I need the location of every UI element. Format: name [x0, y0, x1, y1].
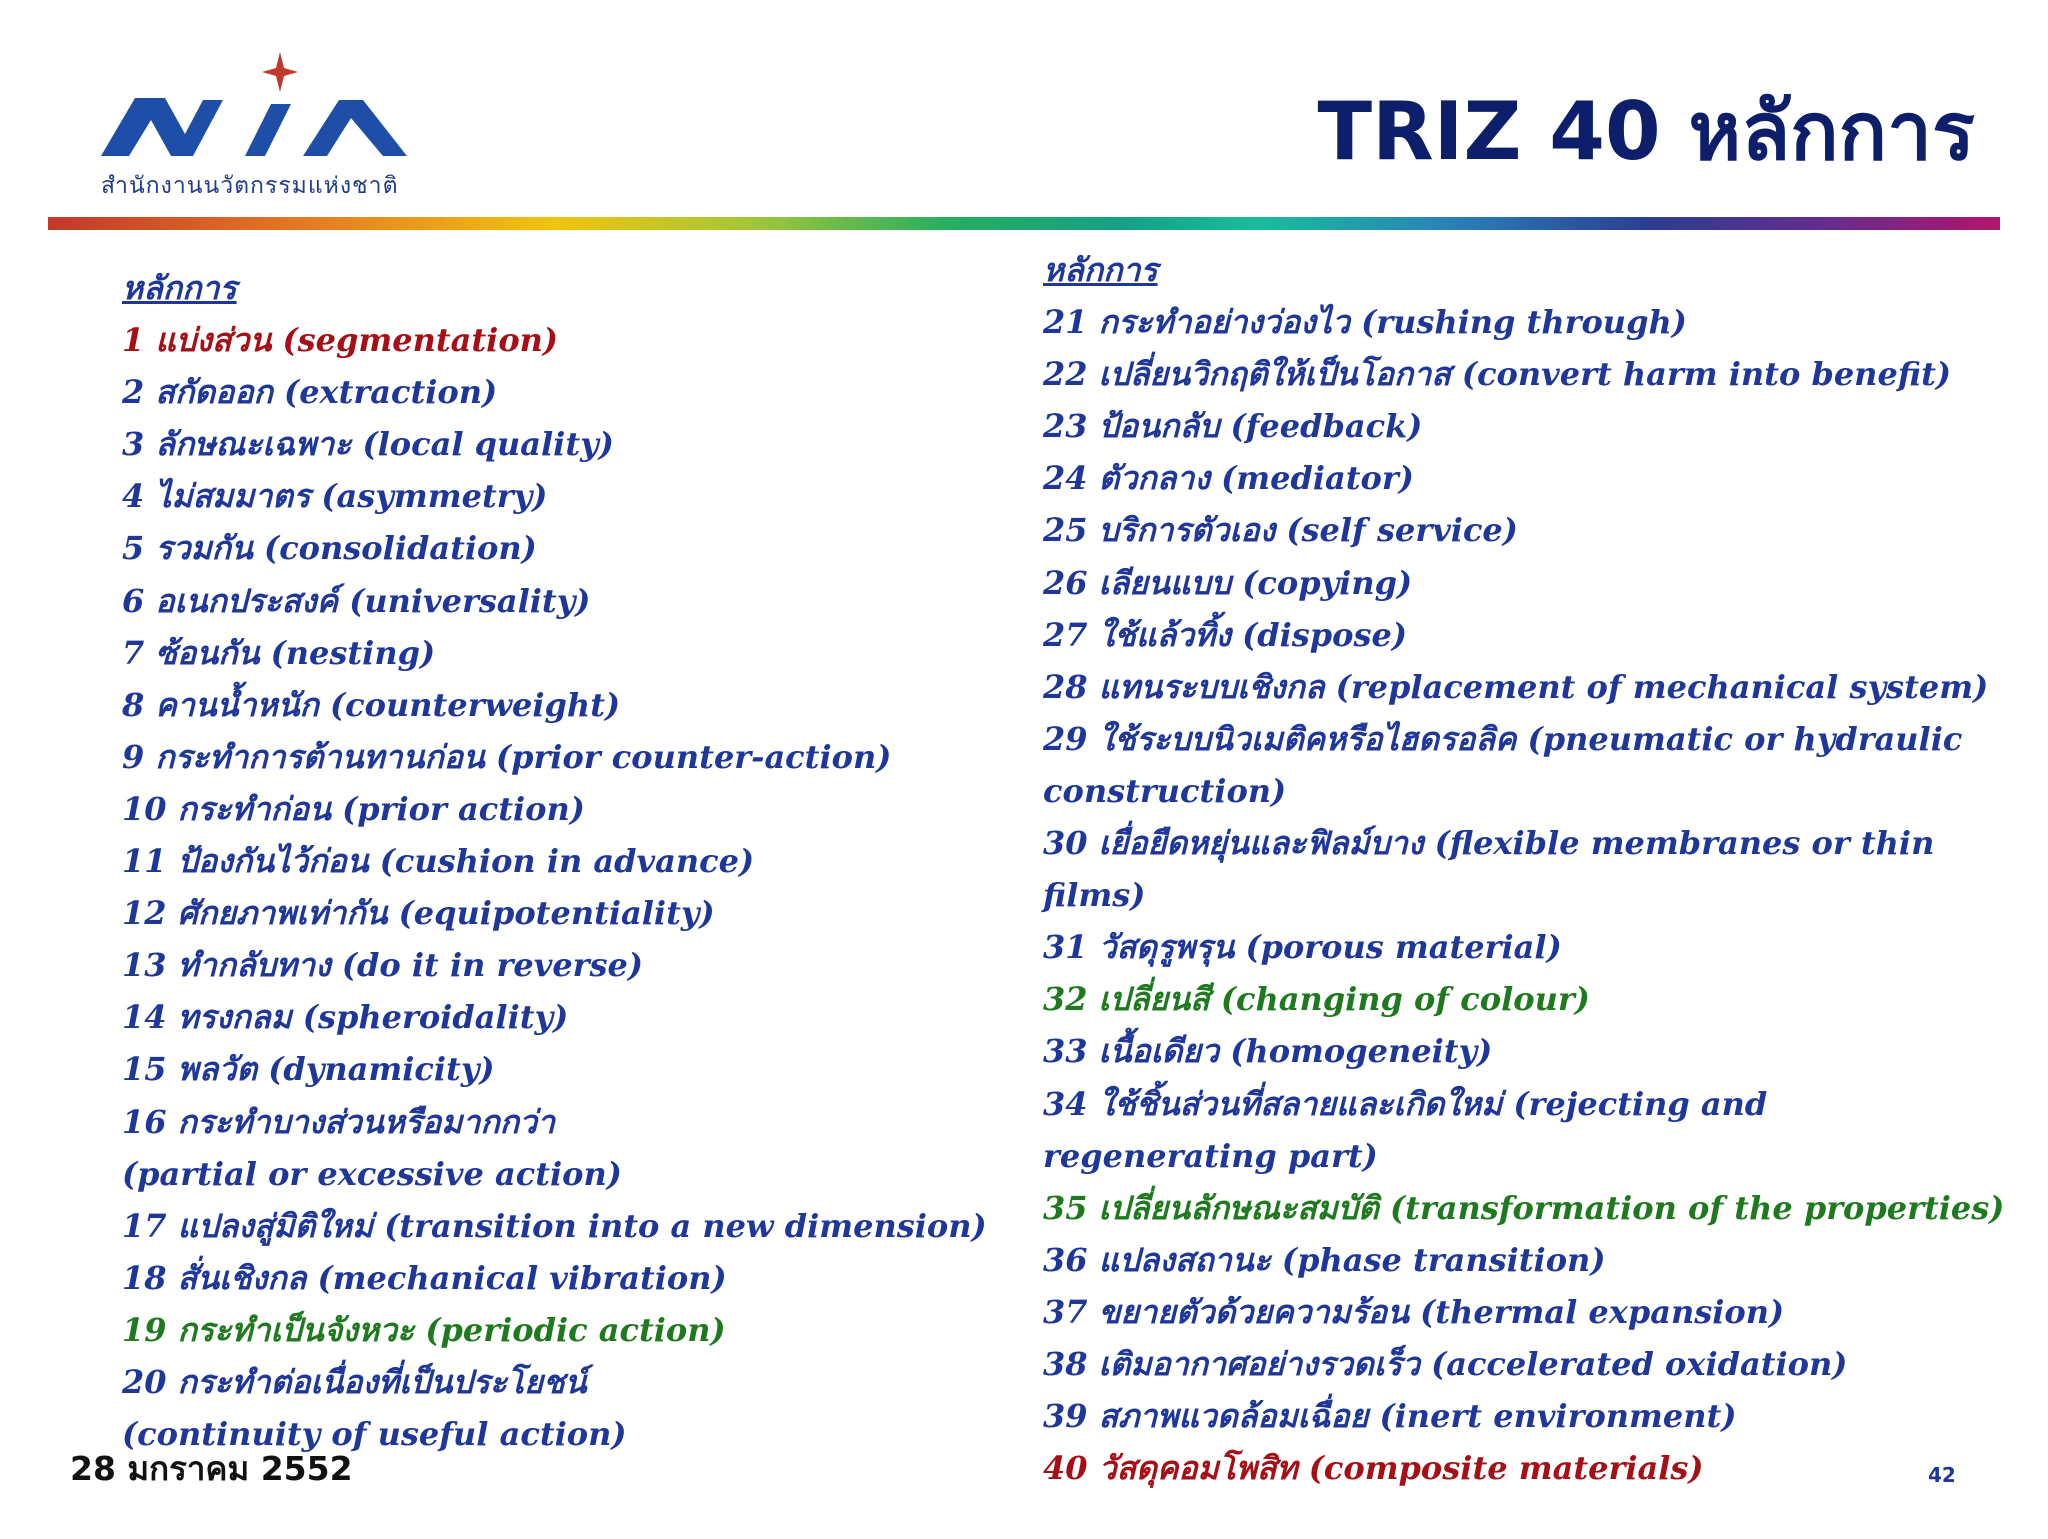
- principle-line: 40 วัสดุคอมโพสิท (composite materials): [1043, 1449, 1704, 1488]
- logo-org-name: สำนักงานนวัตกรรมแห่งชาติ: [101, 173, 399, 199]
- rainbow-divider: [48, 217, 2000, 230]
- principle-line: 20 กระทำต่อเนื่องที่เป็นประโยชน์: [122, 1362, 587, 1401]
- principle-line: 21 กระทำอย่างว่องไว (rushing through): [1043, 303, 1687, 342]
- principle-line-continuation: films): [1043, 876, 1146, 915]
- right-column: [1043, 244, 2004, 1494]
- principle-line: 33 เนื้อเดียว (homogeneity): [1043, 1032, 1493, 1071]
- principle-line-continuation: (continuity of useful action): [122, 1415, 627, 1454]
- left-column-heading: หลักการ: [122, 269, 237, 307]
- principle-line: 31 วัสดุรูพรุน (porous material): [1043, 928, 1562, 967]
- principle-line: 26 เลียนแบบ (copying): [1043, 563, 1413, 602]
- principle-line: 17 แปลงสู่มิติใหม่ (transition into a new dimension): [122, 1206, 987, 1245]
- logo-i-shape: [245, 104, 291, 156]
- principle-line: 15 พลวัต (dynamicity): [122, 1050, 495, 1089]
- principle-line: 36 แปลงสถานะ (phase transition): [1043, 1240, 1606, 1279]
- principle-line: 16 กระทำบางส่วนหรือมากกว่า: [122, 1102, 556, 1141]
- principle-line: 28 แทนระบบเชิงกล (replacement of mechanical system): [1043, 667, 1989, 706]
- nia-logo: [95, 48, 435, 198]
- principle-line: 11 ป้องกันไว้ก่อน (cushion in advance): [122, 842, 755, 881]
- principle-line: 2 สกัดออก (extraction): [122, 373, 498, 412]
- principle-line: 13 ทำกลับทาง (do it in reverse): [122, 946, 644, 985]
- principle-line: 24 ตัวกลาง (mediator): [1043, 459, 1414, 498]
- principle-line: 27 ใช้แล้วทิ้ง (dispose): [1043, 615, 1407, 654]
- principle-line: 35 เปลี่ยนลักษณะสมบัติ (transformation of the properties): [1043, 1188, 2005, 1227]
- principle-line: 25 บริการตัวเอง (self service): [1043, 511, 1518, 550]
- principle-line-continuation: (partial or excessive action): [122, 1154, 622, 1193]
- principle-line: 29 ใช้ระบบนิวเมติคหรือไฮดรอลิค (pneumatic or hydraulic: [1043, 719, 1963, 758]
- logo-a-shape: [303, 100, 407, 156]
- principle-line: 19 กระทำเป็นจังหวะ (periodic action): [122, 1310, 726, 1349]
- nia-logo-icon: [95, 48, 425, 166]
- principle-line: 34 ใช้ชิ้นส่วนที่สลายและเกิดใหม่ (rejecting and: [1043, 1084, 1768, 1123]
- principle-line: 7 ซ้อนกัน (nesting): [122, 633, 436, 672]
- page-number: 42: [1928, 1463, 1956, 1487]
- principle-line: 32 เปลี่ยนสี (changing of colour): [1043, 980, 1590, 1019]
- principle-line: 4 ไม่สมมาตร (asymmetry): [122, 477, 548, 516]
- footer-date: 28 มกราคม 2552: [70, 1449, 353, 1488]
- principle-line-continuation: construction): [1043, 771, 1287, 810]
- principle-line: 12 ศักยภาพเท่ากัน (equipotentiality): [122, 894, 715, 933]
- left-column: [122, 262, 987, 1460]
- logo-n-shape: [101, 98, 223, 156]
- right-column-heading: หลักการ: [1043, 251, 1158, 289]
- principle-line: 1 แบ่งส่วน (segmentation): [122, 321, 559, 360]
- principle-line: 37 ขยายตัวด้วยความร้อน (thermal expansion): [1043, 1292, 1785, 1331]
- principle-line: 22 เปลี่ยนวิกฤติให้เป็นโอกาส (convert harm into benefit): [1043, 355, 1951, 394]
- principle-line: 14 ทรงกลม (spheroidality): [122, 998, 569, 1037]
- page-title: TRIZ 40 หลักการ: [1317, 85, 1975, 178]
- principle-line: 23 ป้อนกลับ (feedback): [1043, 407, 1423, 446]
- principle-line: 10 กระทำก่อน (prior action): [122, 789, 585, 828]
- principle-line: 18 สั่นเชิงกล (mechanical vibration): [122, 1258, 727, 1297]
- principle-line: 39 สภาพแวดล้อมเฉื่อย (inert environment): [1043, 1397, 1737, 1436]
- principle-line: 38 เติมอากาศอย่างรวดเร็ว (accelerated oxidation): [1043, 1344, 1848, 1383]
- logo-star-icon: [262, 52, 298, 92]
- principle-line-continuation: regenerating part): [1043, 1136, 1378, 1175]
- principle-line: 5 รวมกัน (consolidation): [122, 529, 537, 568]
- principle-line: 3 ลักษณะเฉพาะ (local quality): [122, 425, 614, 464]
- principle-line: 9 กระทำการต้านทานก่อน (prior counter-action): [122, 737, 892, 776]
- principle-line: 6 อเนกประสงค์ (universality): [122, 581, 591, 620]
- principle-line: 30 เยื่อยืดหยุ่นและฟิลม์บาง (flexible membranes or thin: [1043, 824, 1935, 863]
- principle-line: 8 คานน้ำหนัก (counterweight): [122, 685, 621, 724]
